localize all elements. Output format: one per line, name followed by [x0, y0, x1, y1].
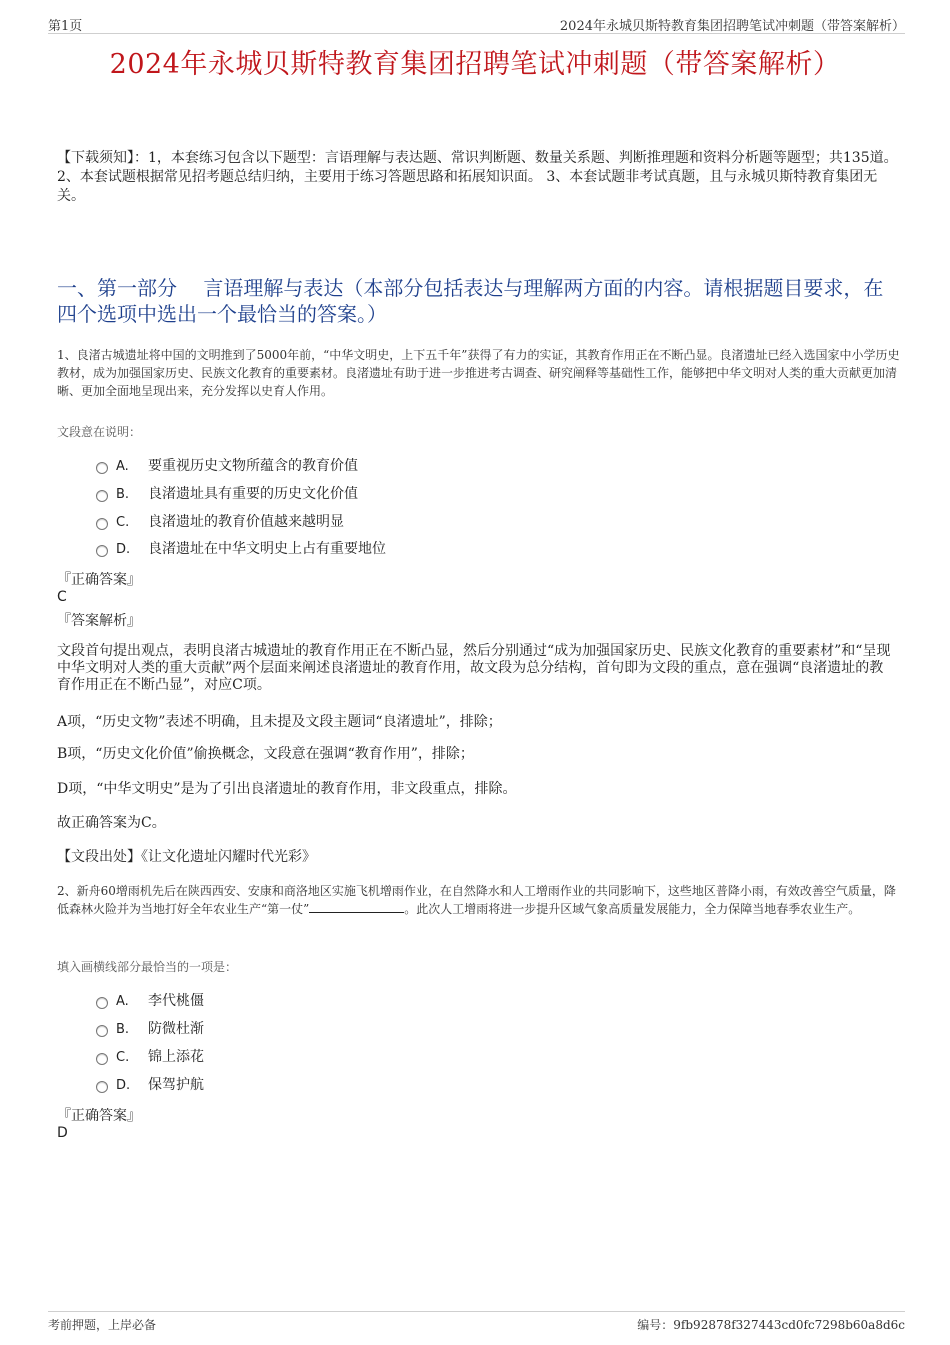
option-letter: C.	[116, 1050, 130, 1065]
radio-icon[interactable]	[96, 1025, 108, 1037]
download-notice: 【下载须知】：1，本套练习包含以下题型：言语理解与表达题、常识判断题、数量关系题、判断推理题和资料分析题等题型；共135道。 2、本套试题根据常见招考题总结归纳，主要用于练习答题思路和拓展知识面。 3、本套试题非考试真题，且与永城贝斯特教育集团无关。	[57, 150, 898, 204]
question-2-option-d[interactable]	[96, 1075, 204, 1095]
radio-icon[interactable]	[96, 518, 108, 530]
question-1-analysis-a: A项，“历史文物”表述不明确，且未提及文段主题词“良渚遗址”，排除；	[57, 714, 502, 730]
radio-icon[interactable]	[96, 462, 108, 474]
question-1-analysis-b: B项，“历史文化价值”偷换概念，文段意在强调“教育作用”，排除；	[57, 746, 474, 762]
question-1-prompt: 文段意在说明：	[57, 425, 142, 439]
option-letter: D.	[116, 1078, 131, 1093]
question-2-answer-label: 『正确答案』	[57, 1108, 141, 1124]
question-1-analysis-summary: 文段首句提出观点，表明良渚古城遗址的教育作用正在不断凸显，然后分别通过“成为加强国家历史、民族文化教育的重要素材”和“呈现中华文明对人类的重大贡献”两个层面来阐述良渚遗址的教育作用，故文段为总分结构，首句即为文段的重点，意在强调“良渚遗址的教育作用正在不断凸显”，对应C项。	[57, 643, 891, 693]
option-text: 良渚遗址在中华文明史上占有重要地位	[148, 541, 386, 557]
option-text: 李代桃僵	[148, 993, 204, 1009]
fill-in-blank	[309, 900, 404, 913]
page-footer	[48, 1311, 905, 1332]
option-text: 防微杜渐	[148, 1021, 204, 1037]
radio-icon[interactable]	[96, 490, 108, 502]
header-doc-title: 2024年永城贝斯特教育集团招聘笔试冲刺题（带答案解析）	[559, 19, 905, 34]
option-letter: B.	[116, 487, 130, 502]
question-1-option-c[interactable]	[96, 512, 344, 532]
footer-slogan: 考前押题，上岸必备	[48, 1318, 157, 1332]
question-2-option-b[interactable]	[96, 1019, 204, 1039]
radio-icon[interactable]	[96, 545, 108, 557]
question-1-source: 【文段出处】《让文化遗址闪耀时代光彩》	[57, 849, 316, 865]
section-heading: 一、第一部分 言语理解与表达（本部分包括表达与理解两方面的内容。请根据题目要求，在四个选项中选出一个最恰当的答案。）	[57, 276, 884, 326]
option-letter: D.	[116, 542, 131, 557]
question-1-option-b[interactable]	[96, 484, 358, 504]
option-letter: A.	[116, 459, 129, 474]
option-letter: C.	[116, 515, 130, 530]
option-text: 要重视历史文物所蕴含的教育价值	[148, 458, 358, 474]
question-1-option-a[interactable]	[96, 456, 358, 476]
footer-document-id: 编号：9fb92878f327443cd0fc7298b60a8d6c	[637, 1318, 905, 1332]
question-2-text: 2、新舟60增雨机先后在陕西西安、安康和商洛地区实施飞机增雨作业，在自然降水和人工增雨作业的共同影响下，这些地区普降小雨，有效改善空气质量，降低森林火险并为当地打好全年农业生产“第一仗” 。此次人工增雨将进一步提升区域气象高质量发展能力，全力保障当地春季农业生产。	[57, 884, 896, 916]
question-2-answer: D	[57, 1125, 68, 1141]
option-text: 良渚遗址的教育价值越来越明显	[148, 514, 344, 530]
option-text: 良渚遗址具有重要的历史文化价值	[148, 486, 358, 502]
question-1-answer-label: 『正确答案』	[57, 572, 141, 588]
question-2-prompt: 填入画横线部分最恰当的一项是：	[57, 960, 238, 974]
option-letter: A.	[116, 994, 129, 1009]
option-text: 保驾护航	[148, 1077, 204, 1093]
question-1-answer: C	[57, 589, 67, 605]
radio-icon[interactable]	[96, 1053, 108, 1065]
question-2-option-c[interactable]	[96, 1047, 204, 1067]
question-1-conclusion: 故正确答案为C。	[57, 815, 166, 831]
question-1-text: 1、良渚古城遗址将中国的文明推到了5000年前，“中华文明史，上下五千年”获得了有力的实证，其教育作用正在不断凸显。良渚遗址已经入选国家中小学历史教材，成为加强国家历史、民族文化教育的重要素材。良渚遗址有助于进一步推进考古调查、研究阐释等基础性工作，能够把中华文明对人类的重大贡献更加清晰、更加全面地呈现出来，充分发挥以史育人作用。	[57, 348, 900, 398]
option-text: 锦上添花	[148, 1049, 204, 1065]
option-letter: B.	[116, 1022, 130, 1037]
question-2-option-a[interactable]	[96, 991, 204, 1011]
radio-icon[interactable]	[96, 997, 108, 1009]
radio-icon[interactable]	[96, 1081, 108, 1093]
question-1-option-d[interactable]	[96, 539, 386, 559]
page-number: 第1页	[48, 19, 83, 34]
question-1-analysis-label: 『答案解析』	[57, 613, 141, 629]
question-1-analysis-d: D项，“中华文明史”是为了引出良渚遗址的教育作用，非文段重点，排除。	[57, 781, 517, 797]
page-header	[48, 0, 905, 34]
document-title: 2024年永城贝斯特教育集团招聘笔试冲刺题（带答案解析）	[109, 49, 841, 80]
